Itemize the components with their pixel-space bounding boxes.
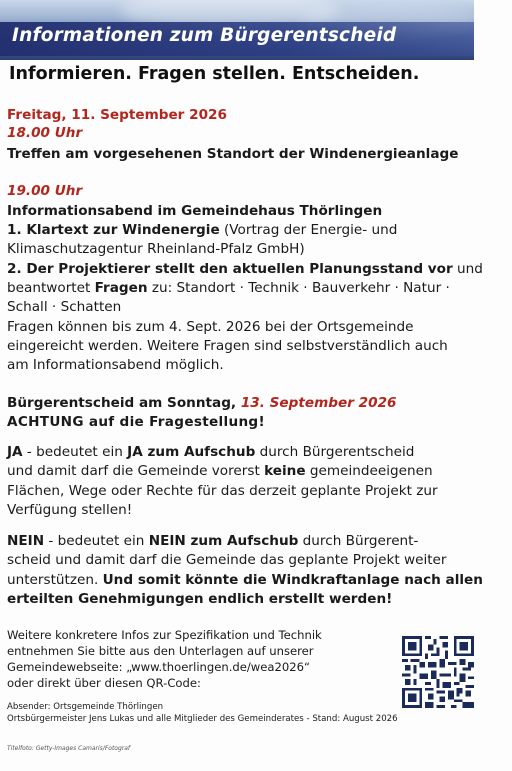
nein-line1 — [7, 532, 418, 551]
questions-note-line3: am Informationsabend möglich. — [7, 357, 224, 373]
header-banner — [0, 0, 474, 60]
ja-text-rest: durch Bürgerentscheid — [255, 444, 415, 460]
ja-keine: keine — [264, 463, 306, 479]
ja-line3: Flächen, Wege oder Rechte für das derzeit geplante Projekt zur — [7, 483, 438, 499]
ja-text: - bedeutet ein — [22, 444, 128, 460]
banner-title: Informationen zum Bürgerentscheid — [12, 25, 397, 46]
ja-line2-rest: gemeindeeigenen — [305, 463, 433, 479]
nein-line2: scheid und damit darf die Gemeinde das geplante Projekt weiter — [7, 552, 447, 568]
event2-time: 19.00 Uhr — [7, 183, 83, 199]
questions-note-line1: Fragen können bis zum 4. Sept. 2026 bei der Ortsgemeinde — [7, 319, 414, 335]
more-info-line4: oder direkt über diesen QR-Code: — [7, 676, 201, 690]
nein-text-rest: durch Bürgerent- — [298, 533, 419, 549]
vote-date: 13. September 2026 — [240, 395, 397, 411]
nein-line3 — [7, 571, 483, 590]
agenda-item-1-line2: Klimaschutzagentur Rheinland-Pfalz GmbH) — [7, 241, 305, 257]
agenda-item-1-rest: (Vortrag der Energie- und — [219, 222, 398, 238]
agenda-item-1 — [7, 221, 397, 240]
agenda-item-2-line3: Schall · Schatten — [7, 299, 122, 315]
questions-note-line2: eingereicht werden. Weitere Fragen sind selbstverständlich auch — [7, 338, 448, 354]
vote-heading-text: Bürgerentscheid am Sonntag, — [7, 395, 241, 411]
agenda-item-2-text: beantwortet — [7, 280, 95, 296]
nein-label: NEIN — [7, 533, 45, 549]
ja-emphasis: JA zum Aufschub — [127, 444, 256, 460]
nein-emphasis: NEIN zum Aufschub — [148, 533, 299, 549]
more-info-line2: entnehmen Sie bitte aus den Unterlagen auf unserer — [7, 644, 314, 658]
attention-note: ACHTUNG auf die Fragestellung! — [7, 414, 265, 430]
nein-line3-bold: Und somit könnte die Windkraftanlage nach allen — [102, 572, 483, 588]
photo-credit: Titelfoto: Getty-Images Camaris/Fotograf — [7, 745, 131, 752]
agenda-item-2-title: 2. Der Projektierer stellt den aktuellen Planungsstand vor — [7, 261, 453, 277]
ja-line2 — [7, 462, 433, 481]
ja-line4: Verfügung stellen! — [7, 502, 133, 518]
event1-date: Freitag, 11. September 2026 — [7, 107, 227, 123]
qr-code[interactable] — [402, 636, 474, 708]
nein-line3-text: unterstützen. — [7, 572, 103, 588]
more-info-line3: Gemeindewebseite: „www.thoerlingen.de/wea2026“ — [7, 660, 311, 674]
nein-line4: erteilten Genehmigungen endlich erstellt werden! — [7, 591, 393, 607]
event2-title: Informationsabend im Gemeindehaus Thörlingen — [7, 203, 383, 219]
agenda-item-2-line2 — [7, 279, 450, 298]
agenda-item-1-title: 1. Klartext zur Windenergie — [7, 222, 220, 238]
agenda-item-2 — [7, 260, 483, 279]
tagline: Informieren. Fragen stellen. Entscheiden. — [9, 64, 420, 84]
ja-line2-text: und damit darf die Gemeinde vorerst — [7, 463, 265, 479]
event1-description: Treffen am vorgesehenen Standort der Windenergieanlage — [7, 146, 459, 162]
sender-line2: Ortsbürgermeister Jens Lukas und alle Mitglieder des Gemeinderates - Stand: August 2026 — [7, 714, 398, 724]
event1-time: 18.00 Uhr — [7, 125, 83, 141]
more-info-line1: Weitere konkretere Infos zur Spezifikation und Technik — [7, 628, 322, 642]
agenda-item-2-rest: und — [452, 261, 483, 277]
agenda-item-2-questions: Fragen — [94, 280, 148, 296]
ja-line1 — [7, 443, 414, 462]
agenda-item-2-topics: zu: Standort · Technik · Bauverkehr · Natur · — [147, 280, 450, 296]
vote-heading — [7, 394, 397, 413]
nein-text: - bedeutet ein — [44, 533, 149, 549]
sender-line1: Absender: Ortsgemeinde Thörlingen — [7, 702, 164, 712]
ja-label: JA — [7, 444, 23, 460]
